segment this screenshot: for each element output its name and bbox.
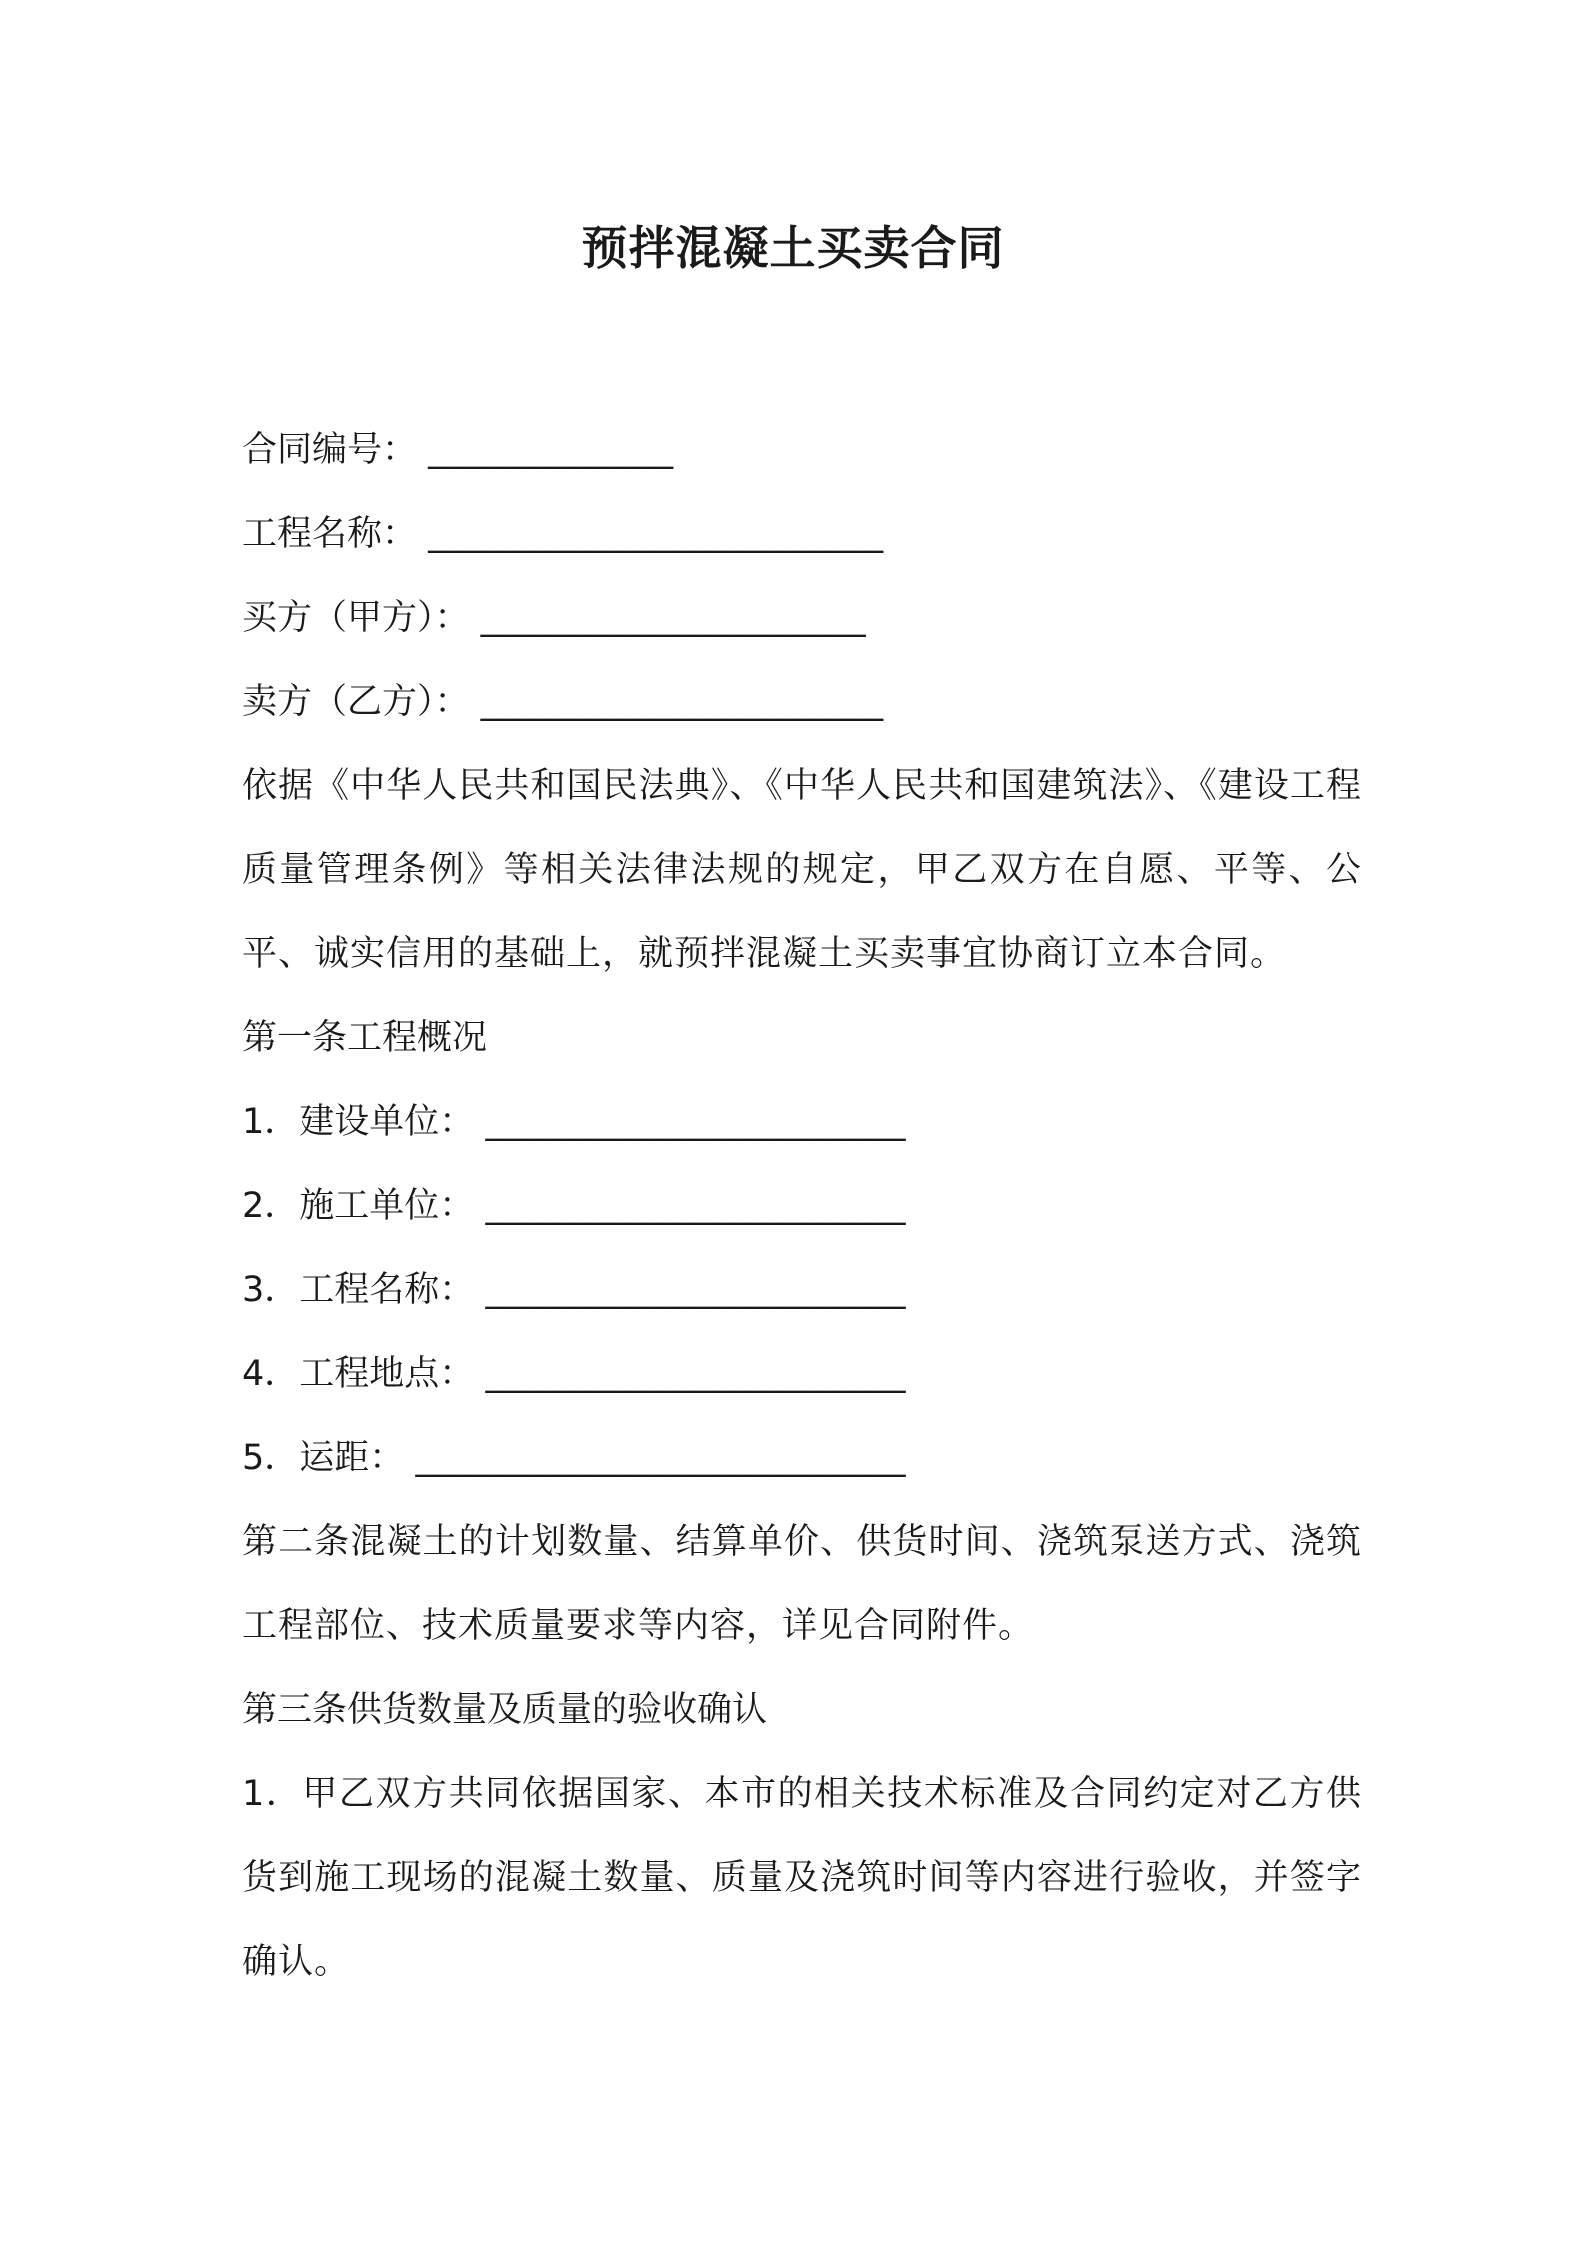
article-1-item <box>242 1080 1362 1164</box>
field-blank: ________________________ <box>485 1186 906 1226</box>
buyer-field <box>242 576 1362 660</box>
item-number: 3． <box>242 1270 300 1310</box>
field-label: 工程名称： <box>242 514 418 554</box>
article-1-item <box>242 1332 1362 1416</box>
item-number: 2． <box>242 1186 300 1226</box>
article-1-item <box>242 1164 1362 1248</box>
field-label: 卖方（乙方）： <box>242 682 470 722</box>
article-1-item <box>242 1416 1362 1500</box>
field-blank: ______________________ <box>480 598 866 638</box>
field-blank: __________________________ <box>428 514 884 554</box>
field-blank: ________________________ <box>485 1270 906 1310</box>
preamble-paragraph: 依据《中华人民共和国民法典》、《中华人民共和国建筑法》、《建设工程质量管理条例》等相关法律法规的规定，甲乙双方在自愿、平等、公平、诚实信用的基础上，就预拌混凝土买卖事宜协商订立本合同。 <box>242 766 1362 974</box>
item-number: 4． <box>242 1354 300 1394</box>
seller-field <box>242 660 1362 744</box>
contract-number-field <box>242 408 1362 492</box>
field-blank: ____________________________ <box>415 1438 906 1478</box>
item-label: 工程地点： <box>299 1354 475 1394</box>
item-label: 施工单位： <box>299 1186 475 1226</box>
field-label: 买方（甲方）： <box>242 598 470 638</box>
article-2-paragraph: 第二条混凝土的计划数量、结算单价、供货时间、浇筑泵送方式、浇筑工程部位、技术质量要求等内容，详见合同附件。 <box>242 1522 1362 1646</box>
document-body <box>242 408 1362 2004</box>
item-number: 1． <box>242 1102 300 1142</box>
field-label: 合同编号： <box>242 430 418 470</box>
field-blank: _______________________ <box>480 682 884 722</box>
item-label: 建设单位： <box>299 1102 475 1142</box>
document-title: 预拌混凝土买卖合同 <box>581 221 1005 275</box>
project-name-field <box>242 492 1362 576</box>
field-blank: ________________________ <box>485 1354 906 1394</box>
item-number: 5． <box>242 1438 300 1478</box>
article-3-item-1: 1．甲乙双方共同依据国家、本市的相关技术标准及合同约定对乙方供货到施工现场的混凝土数量、质量及浇筑时间等内容进行验收，并签字确认。 <box>242 1774 1362 1982</box>
field-blank: ______________ <box>428 430 674 470</box>
article-3-heading: 第三条供货数量及质量的验收确认 <box>242 1690 768 1730</box>
field-blank: ________________________ <box>485 1102 906 1142</box>
item-label: 运距： <box>299 1438 405 1478</box>
article-1-heading: 第一条工程概况 <box>242 1018 488 1058</box>
article-1-item <box>242 1248 1362 1332</box>
item-label: 工程名称： <box>299 1270 475 1310</box>
